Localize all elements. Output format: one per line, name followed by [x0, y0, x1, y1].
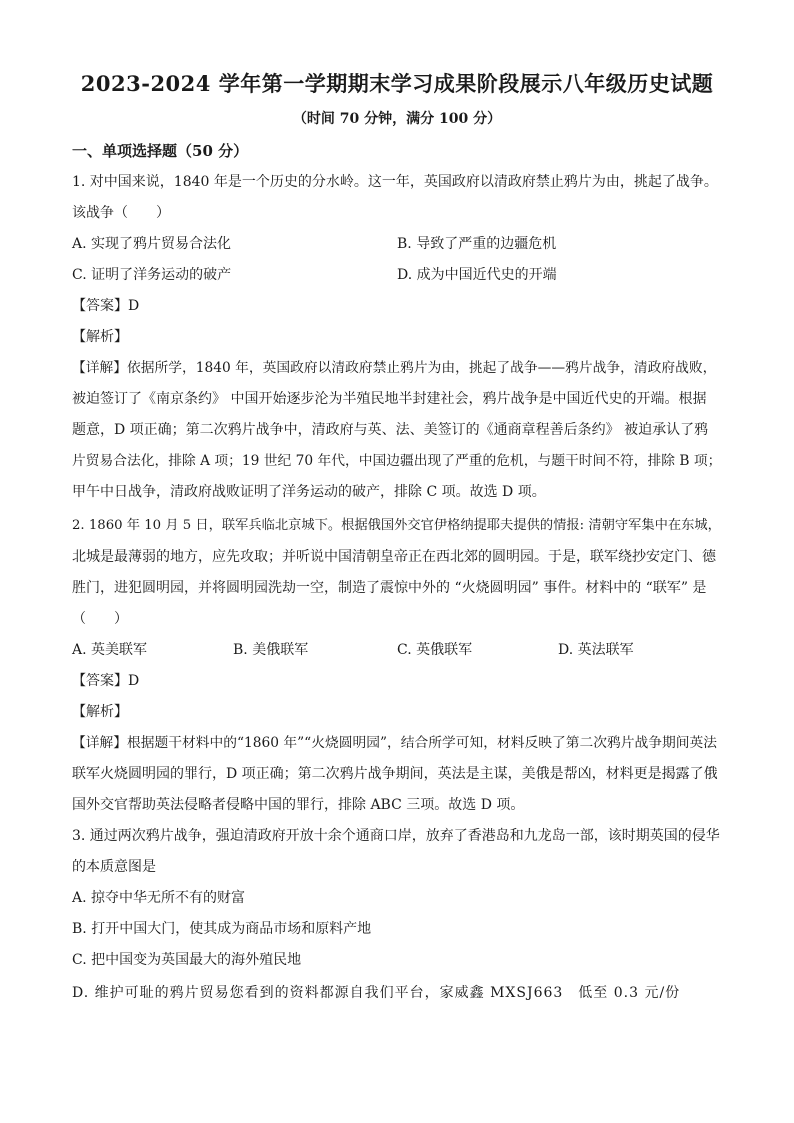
q1-detail-line-4: 片贸易合法化，排除 A 项；19 世纪 70 年代，中国边疆出现了严重的危机，与题干时间不符，排除 B 项；	[72, 453, 722, 469]
q2-stem-line-1: 2. 1860 年 10 月 5 日，联军兵临北京城下。根据俄国外交官伊格纳提耶夫提供的情报: 清朝守军集中在东城，	[72, 518, 721, 533]
q2-detail-line-2: 联军火烧圆明园的罪行，D 项正确；第二次鸦片战争期间，英法是主谋，美俄是帮凶，材料更是揭露了俄	[72, 766, 718, 782]
q1-detail-line-2: 被迫签订了《南京条约》 中国开始逐步沦为半殖民地半封建社会，鸦片战争是中国近代史的开端。根据	[72, 391, 707, 407]
q1-stem-line-2: 该战争（ ）	[72, 205, 170, 221]
section-heading: 一、单项选择题（50 分）	[72, 142, 249, 160]
q1-option-a: A. 实现了鸦片贸易合法化	[72, 236, 232, 252]
q1-option-c: C. 证明了洋务运动的破产	[72, 267, 232, 283]
q1-analysis-label: 【解析】	[72, 329, 128, 345]
q1-detail-line-3: 题意，D 项正确；第二次鸦片战争中，清政府与英、法、美签订的《通商章程善后条约》 被迫承认了鸦	[72, 422, 709, 438]
q1-detail-line-1: 【详解】依据所学，1840 年，英国政府以清政府禁止鸦片为由，挑起了战争——鸦片战争，清政府战败，	[72, 360, 717, 376]
q2-option-a: A. 英美联军	[72, 642, 148, 658]
q3-option-b: B. 打开中国大门，使其成为商品市场和原料产地	[72, 921, 372, 937]
page-title: 2023-2024 学年第一学期期末学习成果阶段展示八年级历史试题	[80, 71, 714, 96]
q1-option-b: B. 导致了严重的边疆危机	[397, 236, 557, 252]
q2-detail-line-3: 国外交官帮助英法侵略者侵略中国的罪行，排除 ABC 三项。故选 D 项。	[72, 797, 525, 813]
q2-stem-line-4: （ ）	[72, 611, 128, 627]
q2-stem-line-3: 胜门，进犯圆明园，并将圆明园洗劫一空，制造了震惊中外的 “火烧圆明园” 事件。材料中的 “联军” 是	[72, 580, 707, 596]
q2-analysis-label: 【解析】	[72, 704, 128, 720]
q2-option-b: B. 美俄联军	[233, 642, 309, 658]
q2-detail-line-1: 【详解】根据题干材料中的“1860 年”“火烧圆明园”，结合所学可知，材料反映了第二次鸦片战争期间英法	[72, 735, 717, 751]
q3-stem-line-2: 的本质意图是	[72, 859, 156, 875]
q2-answer: 【答案】D	[72, 673, 140, 689]
q2-option-d: D. 英法联军	[558, 642, 634, 658]
page-subtitle: （时间 70 分钟，满分 100 分）	[292, 111, 502, 127]
q3-option-a: A. 掠夺中华无所不有的财富	[72, 890, 246, 906]
q1-detail-line-5: 甲午中日战争，清政府战败证明了洋务运动的破产，排除 C 项。故选 D 项。	[72, 484, 546, 500]
q1-stem-line-1: 1. 对中国来说，1840 年是一个历史的分水岭。这一年，英国政府以清政府禁止鸦片为由，挑起了战争。	[72, 174, 718, 190]
q1-answer: 【答案】D	[72, 298, 140, 314]
q3-option-c: C. 把中国变为英国最大的海外殖民地	[72, 952, 302, 968]
q3-stem-line-1: 3. 通过两次鸦片战争，强迫清政府开放十余个通商口岸，放弃了香港岛和九龙岛一部，该时期英国的侵华	[72, 828, 720, 844]
q2-option-c: C. 英俄联军	[397, 642, 473, 658]
q1-option-d: D. 成为中国近代史的开端	[397, 267, 557, 283]
q2-stem-line-2: 北城是最薄弱的地方，应先攻取；并听说中国清朝皇帝正在西北郊的圆明园。于是，联军绕抄安定门、德	[72, 549, 716, 565]
q3-option-d: D. 维护可耻的鸦片贸易您看到的资料都源自我们平台，家威鑫 MXSJ663 低至 0.3 元/份	[72, 985, 681, 1001]
